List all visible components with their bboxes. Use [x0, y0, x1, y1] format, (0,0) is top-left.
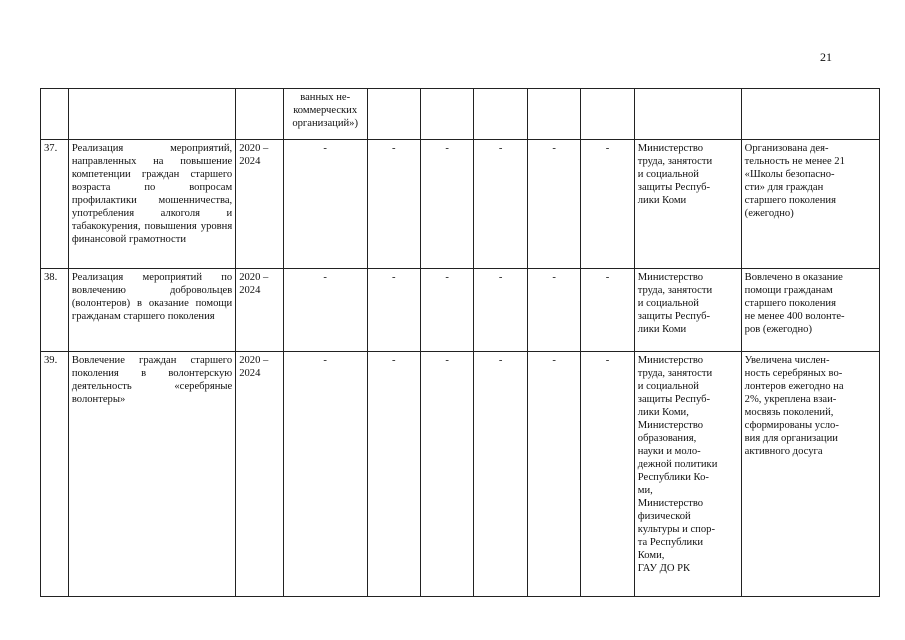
- row-number: 39.: [41, 352, 69, 597]
- program-table: [40, 88, 880, 597]
- table-row: [41, 269, 880, 352]
- funding-value: -: [420, 269, 473, 352]
- funding-value: -: [527, 269, 580, 352]
- cell-year: [527, 89, 580, 140]
- expected-result: Увеличена числен- ность серебряных во- лонтеров ежегодно на 2%, укреплена взаи- мосвязь поколений, сформированы усло- вия для организации активного досуга: [741, 352, 879, 597]
- cell-num: [41, 89, 69, 140]
- responsible: Министерство труда, занятости и социальной защиты Респуб- лики Коми, Министерство образования, науки и моло- дежной политики Республики Ко- ми, Министерство физической культуры и спор- та Республики Коми, ГАУ ДО РК: [634, 352, 741, 597]
- funding-value: -: [367, 140, 420, 269]
- cell-funding-source: ванных не- коммерческих организаций»): [283, 89, 367, 140]
- funding-value: -: [474, 269, 527, 352]
- cell-period: [236, 89, 284, 140]
- funding-value: -: [474, 140, 527, 269]
- table-row: [41, 352, 880, 597]
- cell-year: [420, 89, 473, 140]
- cell-year: [581, 89, 634, 140]
- cell-year: [367, 89, 420, 140]
- responsible: Министерство труда, занятости и социальной защиты Респуб- лики Коми: [634, 269, 741, 352]
- expected-result: Вовлечено в оказание помощи гражданам старшего поколения не менее 400 волонте- ров (ежегодно): [741, 269, 879, 352]
- period: 2020 – 2024: [236, 269, 284, 352]
- period: 2020 – 2024: [236, 352, 284, 597]
- activity-name: Вовлечение граждан старшего поколения в волонтерскую деятельность «серебряные волонтеры»: [68, 352, 235, 597]
- funding-value: -: [581, 352, 634, 597]
- cell-responsible: [634, 89, 741, 140]
- funding-value: -: [581, 140, 634, 269]
- funding-value: -: [474, 352, 527, 597]
- period: 2020 – 2024: [236, 140, 284, 269]
- cell-year: [474, 89, 527, 140]
- funding-value: -: [283, 140, 367, 269]
- funding-value: -: [283, 269, 367, 352]
- responsible: Министерство труда, занятости и социальной защиты Респуб- лики Коми: [634, 140, 741, 269]
- funding-value: -: [527, 352, 580, 597]
- cell-name: [68, 89, 235, 140]
- continuation-row: [41, 89, 880, 140]
- funding-value: -: [420, 352, 473, 597]
- row-number: 38.: [41, 269, 69, 352]
- funding-value: -: [283, 352, 367, 597]
- funding-value: -: [420, 140, 473, 269]
- cell-result: [741, 89, 879, 140]
- expected-result: Организована дея- тельность не менее 21 «Школы безопасно- сти» для граждан старшего поколения (ежегодно): [741, 140, 879, 269]
- funding-value: -: [367, 269, 420, 352]
- funding-value: -: [527, 140, 580, 269]
- row-number: 37.: [41, 140, 69, 269]
- activity-name: Реализация мероприятий, направленных на повышение компетенции граждан старшего возраста по вопросам профилактики мошенничества, употребления алкоголя и табакокурения, повышения уровня финансовой грамотности: [68, 140, 235, 269]
- table-row: [41, 140, 880, 269]
- funding-value: -: [581, 269, 634, 352]
- page-number: 21: [820, 50, 832, 64]
- funding-value: -: [367, 352, 420, 597]
- activity-name: Реализация мероприятий по вовлечению добровольцев (волонтеров) в оказание помощи гражданам старшего поколения: [68, 269, 235, 352]
